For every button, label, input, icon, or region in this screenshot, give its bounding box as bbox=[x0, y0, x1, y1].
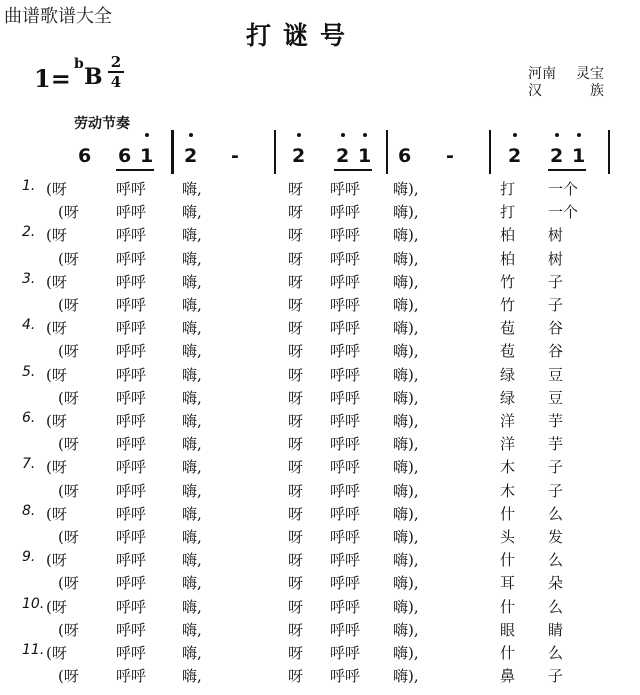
lyric-line bbox=[0, 619, 640, 642]
lyric-hai-close: 嗨), bbox=[393, 620, 419, 639]
lyric-ya: 呀 bbox=[288, 458, 304, 477]
lyric-word-1: 耳 bbox=[500, 574, 516, 593]
note: 6 bbox=[118, 145, 132, 167]
lyric-ya: 呀 bbox=[288, 597, 304, 616]
lyric-huhu: 呼呼 bbox=[330, 226, 361, 245]
lyric-ya: 呀 bbox=[288, 435, 304, 454]
lyric-ya: 呀 bbox=[288, 574, 304, 593]
lyric-hai-close: 嗨), bbox=[393, 342, 419, 361]
lyric-ya: 呀 bbox=[288, 481, 304, 500]
lyric-huhu: 呼呼 bbox=[330, 528, 361, 546]
lyric-word-2: 子 bbox=[548, 481, 564, 500]
lyric-hai: 嗨, bbox=[182, 644, 202, 662]
note: 6 bbox=[78, 145, 92, 167]
lyric-huhu: 呼呼 bbox=[116, 272, 147, 291]
lyric-huhu: 呼呼 bbox=[330, 296, 361, 314]
lyric-hai-close: 嗨), bbox=[393, 319, 419, 338]
lyric-huhu: 呼呼 bbox=[330, 203, 361, 222]
octave-dot bbox=[577, 133, 581, 137]
lyric-word-1: 柏 bbox=[500, 249, 516, 268]
lyric-ya: 呀 bbox=[288, 296, 304, 314]
watermark-text: 曲谱歌谱大全 bbox=[4, 6, 112, 27]
lyric-hai: 嗨, bbox=[182, 365, 202, 384]
barline bbox=[171, 130, 174, 174]
lyric-hai: 嗨, bbox=[182, 458, 202, 477]
lyric-huhu: 呼呼 bbox=[116, 365, 147, 384]
lyric-word-2: 树 bbox=[548, 226, 564, 245]
note: 2 bbox=[336, 145, 350, 167]
origin-ethnic-1: 汉 bbox=[528, 83, 542, 99]
lyric-hai: 嗨, bbox=[182, 667, 202, 686]
lyric-hai: 嗨, bbox=[182, 481, 202, 500]
lyric-ya: 呀 bbox=[288, 528, 304, 546]
lyric-hai: 嗨, bbox=[182, 272, 202, 291]
lyric-huhu: 呼呼 bbox=[330, 458, 361, 477]
lyric-ya: 呀 bbox=[288, 365, 304, 384]
time-bottom: 4 bbox=[110, 73, 122, 91]
lyric-word-2: 子 bbox=[548, 272, 564, 291]
lyric-word-2: 子 bbox=[548, 296, 564, 314]
barline bbox=[274, 130, 276, 174]
lyric-hai: 嗨, bbox=[182, 296, 202, 314]
lyric-hai: 嗨, bbox=[182, 620, 202, 639]
origin-ethnic-2: 族 bbox=[590, 83, 604, 99]
lyric-hai-close: 嗨), bbox=[393, 458, 419, 477]
lyric-line bbox=[0, 387, 640, 410]
lyric-word-1: 打 bbox=[500, 203, 516, 222]
lyric-huhu: 呼呼 bbox=[330, 412, 361, 430]
song-origin bbox=[528, 66, 618, 100]
lyric-word-1: 苞 bbox=[500, 319, 516, 338]
lyric-line bbox=[0, 526, 640, 549]
lyric-word-2: 子 bbox=[548, 458, 564, 477]
lyric-open: (呀 bbox=[58, 620, 79, 639]
lyric-open: (呀 bbox=[58, 203, 79, 222]
lyric-huhu: 呼呼 bbox=[116, 644, 147, 662]
lyric-huhu: 呼呼 bbox=[116, 435, 147, 454]
lyric-huhu: 呼呼 bbox=[330, 435, 361, 454]
lyric-open: (呀 bbox=[58, 342, 79, 361]
lyric-ya: 呀 bbox=[288, 319, 304, 338]
lyric-hai: 嗨, bbox=[182, 574, 202, 593]
barline bbox=[489, 130, 491, 174]
octave-dot bbox=[341, 133, 345, 137]
lyric-huhu: 呼呼 bbox=[116, 551, 147, 570]
lyric-line bbox=[0, 178, 640, 201]
lyric-hai: 嗨, bbox=[182, 388, 202, 407]
lyric-huhu: 呼呼 bbox=[116, 504, 147, 523]
verse-number: 10. bbox=[22, 595, 45, 612]
lyric-word-1: 什 bbox=[500, 504, 516, 523]
lyric-huhu: 呼呼 bbox=[330, 574, 361, 593]
barline bbox=[386, 130, 388, 174]
lyric-hai-close: 嗨), bbox=[393, 272, 419, 291]
lyric-huhu: 呼呼 bbox=[116, 342, 147, 361]
lyric-hai: 嗨, bbox=[182, 249, 202, 268]
lyric-hai: 嗨, bbox=[182, 412, 202, 430]
octave-dot bbox=[363, 133, 367, 137]
lyric-word-2: 么 bbox=[548, 597, 564, 616]
lyric-word-2: 谷 bbox=[548, 342, 564, 361]
lyric-huhu: 呼呼 bbox=[116, 412, 147, 430]
lyric-word-2: 么 bbox=[548, 551, 564, 570]
lyric-open: (呀 bbox=[46, 597, 67, 616]
lyric-hai-close: 嗨), bbox=[393, 226, 419, 245]
verse-number: 7. bbox=[22, 456, 36, 473]
lyric-ya: 呀 bbox=[288, 551, 304, 570]
dash: - bbox=[231, 145, 239, 167]
octave-dot bbox=[297, 133, 301, 137]
lyric-word-2: 树 bbox=[548, 249, 564, 268]
lyric-word-1: 柏 bbox=[500, 226, 516, 245]
lyric-line bbox=[0, 317, 640, 340]
lyric-word-2: 芋 bbox=[548, 435, 564, 454]
dash: - bbox=[446, 145, 454, 167]
lyric-huhu: 呼呼 bbox=[116, 319, 147, 338]
note: 1 bbox=[140, 145, 154, 167]
lyric-word-2: 么 bbox=[548, 644, 564, 662]
lyric-ya: 呀 bbox=[288, 226, 304, 245]
lyric-hai-close: 嗨), bbox=[393, 644, 419, 662]
beam bbox=[334, 169, 372, 171]
lyric-hai-close: 嗨), bbox=[393, 551, 419, 570]
lyric-hai-close: 嗨), bbox=[393, 412, 419, 430]
time-signature bbox=[108, 54, 124, 90]
lyric-ya: 呀 bbox=[288, 644, 304, 662]
lyric-huhu: 呼呼 bbox=[116, 180, 147, 198]
lyric-open: (呀 bbox=[58, 528, 79, 546]
time-top: 2 bbox=[110, 53, 122, 71]
octave-dot bbox=[189, 133, 193, 137]
lyric-line bbox=[0, 340, 640, 363]
lyric-hai-close: 嗨), bbox=[393, 574, 419, 593]
lyric-word-2: 睛 bbox=[548, 620, 564, 639]
lyric-hai-close: 嗨), bbox=[393, 504, 419, 523]
beam bbox=[548, 169, 586, 171]
lyric-huhu: 呼呼 bbox=[116, 226, 147, 245]
lyric-line bbox=[0, 572, 640, 595]
lyric-hai: 嗨, bbox=[182, 435, 202, 454]
lyric-open: (呀 bbox=[46, 180, 67, 198]
lyric-huhu: 呼呼 bbox=[116, 203, 147, 222]
lyric-open: (呀 bbox=[58, 574, 79, 593]
verse-number: 2. bbox=[22, 224, 36, 241]
lyric-word-1: 绿 bbox=[500, 365, 516, 384]
lyric-huhu: 呼呼 bbox=[116, 296, 147, 314]
lyric-hai: 嗨, bbox=[182, 319, 202, 338]
lyric-open: (呀 bbox=[58, 296, 79, 314]
lyric-hai: 嗨, bbox=[182, 203, 202, 222]
octave-dot bbox=[513, 133, 517, 137]
lyric-huhu: 呼呼 bbox=[330, 481, 361, 500]
lyric-open: (呀 bbox=[46, 412, 67, 430]
lyric-hai: 嗨, bbox=[182, 226, 202, 245]
lyric-hai: 嗨, bbox=[182, 528, 202, 546]
lyric-hai: 嗨, bbox=[182, 597, 202, 616]
lyric-ya: 呀 bbox=[288, 504, 304, 523]
lyric-word-2: 发 bbox=[548, 528, 564, 546]
lyric-line bbox=[0, 665, 640, 688]
lyric-word-1: 洋 bbox=[500, 412, 516, 430]
lyric-huhu: 呼呼 bbox=[116, 388, 147, 407]
lyric-word-1: 打 bbox=[500, 180, 516, 198]
lyric-word-1: 什 bbox=[500, 597, 516, 616]
lyric-word-1: 竹 bbox=[500, 296, 516, 314]
lyric-huhu: 呼呼 bbox=[330, 597, 361, 616]
lyric-word-1: 鼻 bbox=[500, 667, 516, 686]
lyric-hai-close: 嗨), bbox=[393, 528, 419, 546]
lyric-huhu: 呼呼 bbox=[330, 620, 361, 639]
beam bbox=[116, 169, 154, 171]
lyric-word-1: 苞 bbox=[500, 342, 516, 361]
verse-number: 8. bbox=[22, 502, 36, 519]
lyric-huhu: 呼呼 bbox=[330, 504, 361, 523]
lyric-hai: 嗨, bbox=[182, 551, 202, 570]
origin-county: 灵宝 bbox=[576, 66, 604, 82]
note: 2 bbox=[184, 145, 198, 167]
lyric-open: (呀 bbox=[46, 226, 67, 245]
lyric-open: (呀 bbox=[46, 644, 67, 662]
lyric-huhu: 呼呼 bbox=[116, 458, 147, 477]
lyric-huhu: 呼呼 bbox=[116, 667, 147, 686]
key-note: B bbox=[84, 64, 103, 90]
lyric-hai-close: 嗨), bbox=[393, 180, 419, 198]
lyric-line bbox=[0, 224, 640, 247]
lyric-open: (呀 bbox=[58, 481, 79, 500]
lyric-hai-close: 嗨), bbox=[393, 249, 419, 268]
lyric-hai-close: 嗨), bbox=[393, 388, 419, 407]
lyric-line bbox=[0, 480, 640, 503]
lyric-word-1: 什 bbox=[500, 644, 516, 662]
lyric-line bbox=[0, 433, 640, 456]
lyric-line bbox=[0, 503, 640, 526]
verse-number: 5. bbox=[22, 363, 36, 380]
lyric-line bbox=[0, 248, 640, 271]
lyric-word-2: 豆 bbox=[548, 365, 564, 384]
lyric-hai-close: 嗨), bbox=[393, 667, 419, 686]
lyric-huhu: 呼呼 bbox=[330, 272, 361, 291]
lyric-word-2: 豆 bbox=[548, 388, 564, 407]
octave-dot bbox=[145, 133, 149, 137]
lyric-hai: 嗨, bbox=[182, 180, 202, 198]
lyric-huhu: 呼呼 bbox=[330, 249, 361, 268]
lyric-open: (呀 bbox=[58, 388, 79, 407]
lyric-ya: 呀 bbox=[288, 412, 304, 430]
lyric-word-2: 子 bbox=[548, 667, 564, 686]
lyric-huhu: 呼呼 bbox=[116, 528, 147, 546]
lyric-word-2: 朵 bbox=[548, 574, 564, 593]
key-label: 1= bbox=[34, 64, 71, 93]
note: 2 bbox=[550, 145, 564, 167]
lyric-huhu: 呼呼 bbox=[330, 388, 361, 407]
verse-number: 9. bbox=[22, 549, 36, 566]
notation-line bbox=[0, 130, 640, 176]
origin-province: 河南 bbox=[528, 66, 556, 82]
verse-number: 11. bbox=[22, 642, 45, 658]
lyric-word-1: 洋 bbox=[500, 435, 516, 454]
lyric-ya: 呀 bbox=[288, 620, 304, 639]
lyric-word-1: 眼 bbox=[500, 620, 516, 639]
lyric-ya: 呀 bbox=[288, 388, 304, 407]
lyric-ya: 呀 bbox=[288, 180, 304, 198]
lyric-huhu: 呼呼 bbox=[330, 644, 361, 662]
lyric-huhu: 呼呼 bbox=[116, 481, 147, 500]
lyric-open: (呀 bbox=[46, 551, 67, 570]
lyric-line bbox=[0, 201, 640, 224]
lyric-hai-close: 嗨), bbox=[393, 597, 419, 616]
lyric-huhu: 呼呼 bbox=[330, 551, 361, 570]
flat-sign: b bbox=[74, 56, 84, 72]
song-title: 打谜号 bbox=[246, 21, 358, 50]
lyric-ya: 呀 bbox=[288, 249, 304, 268]
lyric-word-2: 么 bbox=[548, 504, 564, 523]
lyric-word-2: 一个 bbox=[548, 203, 579, 222]
note: 2 bbox=[292, 145, 306, 167]
lyric-word-1: 木 bbox=[500, 481, 516, 500]
lyric-open: (呀 bbox=[46, 365, 67, 384]
lyric-line bbox=[0, 271, 640, 294]
lyric-line bbox=[0, 410, 640, 433]
lyric-huhu: 呼呼 bbox=[116, 249, 147, 268]
lyric-open: (呀 bbox=[46, 458, 67, 477]
lyric-word-2: 谷 bbox=[548, 319, 564, 338]
lyric-hai-close: 嗨), bbox=[393, 296, 419, 314]
lyric-huhu: 呼呼 bbox=[116, 574, 147, 593]
lyric-line bbox=[0, 456, 640, 479]
barline bbox=[608, 130, 610, 174]
lyric-open: (呀 bbox=[58, 667, 79, 686]
lyric-hai-close: 嗨), bbox=[393, 365, 419, 384]
lyric-huhu: 呼呼 bbox=[330, 365, 361, 384]
lyric-line bbox=[0, 549, 640, 572]
lyric-hai-close: 嗨), bbox=[393, 435, 419, 454]
lyric-line bbox=[0, 294, 640, 317]
note: 6 bbox=[398, 145, 412, 167]
lyric-open: (呀 bbox=[46, 319, 67, 338]
lyric-hai-close: 嗨), bbox=[393, 481, 419, 500]
lyric-open: (呀 bbox=[58, 435, 79, 454]
lyric-line bbox=[0, 364, 640, 387]
lyric-word-1: 什 bbox=[500, 551, 516, 570]
lyric-word-2: 一个 bbox=[548, 180, 579, 198]
tempo-marking: 劳动节奏 bbox=[74, 116, 130, 132]
lyric-line bbox=[0, 596, 640, 619]
lyric-huhu: 呼呼 bbox=[330, 667, 361, 686]
lyric-word-1: 竹 bbox=[500, 272, 516, 291]
lyric-word-1: 头 bbox=[500, 528, 516, 546]
note: 2 bbox=[508, 145, 522, 167]
lyric-hai: 嗨, bbox=[182, 504, 202, 523]
lyric-huhu: 呼呼 bbox=[116, 597, 147, 616]
note: 1 bbox=[358, 145, 372, 167]
lyric-ya: 呀 bbox=[288, 272, 304, 291]
lyric-hai-close: 嗨), bbox=[393, 203, 419, 222]
octave-dot bbox=[555, 133, 559, 137]
lyric-open: (呀 bbox=[46, 272, 67, 291]
lyric-word-1: 绿 bbox=[500, 388, 516, 407]
verse-number: 3. bbox=[22, 270, 36, 287]
lyric-open: (呀 bbox=[46, 504, 67, 523]
lyric-huhu: 呼呼 bbox=[330, 342, 361, 361]
lyric-huhu: 呼呼 bbox=[330, 180, 361, 198]
note: 1 bbox=[572, 145, 586, 167]
lyric-line bbox=[0, 642, 640, 665]
lyric-word-2: 芋 bbox=[548, 412, 564, 430]
verse-number: 4. bbox=[22, 317, 36, 334]
lyric-ya: 呀 bbox=[288, 667, 304, 686]
lyric-hai: 嗨, bbox=[182, 342, 202, 361]
lyric-ya: 呀 bbox=[288, 342, 304, 361]
lyric-word-1: 木 bbox=[500, 458, 516, 477]
lyric-ya: 呀 bbox=[288, 203, 304, 222]
lyric-huhu: 呼呼 bbox=[330, 319, 361, 338]
lyric-huhu: 呼呼 bbox=[116, 620, 147, 639]
verse-number: 1. bbox=[22, 178, 36, 194]
lyric-open: (呀 bbox=[58, 249, 79, 268]
verse-number: 6. bbox=[22, 410, 36, 426]
